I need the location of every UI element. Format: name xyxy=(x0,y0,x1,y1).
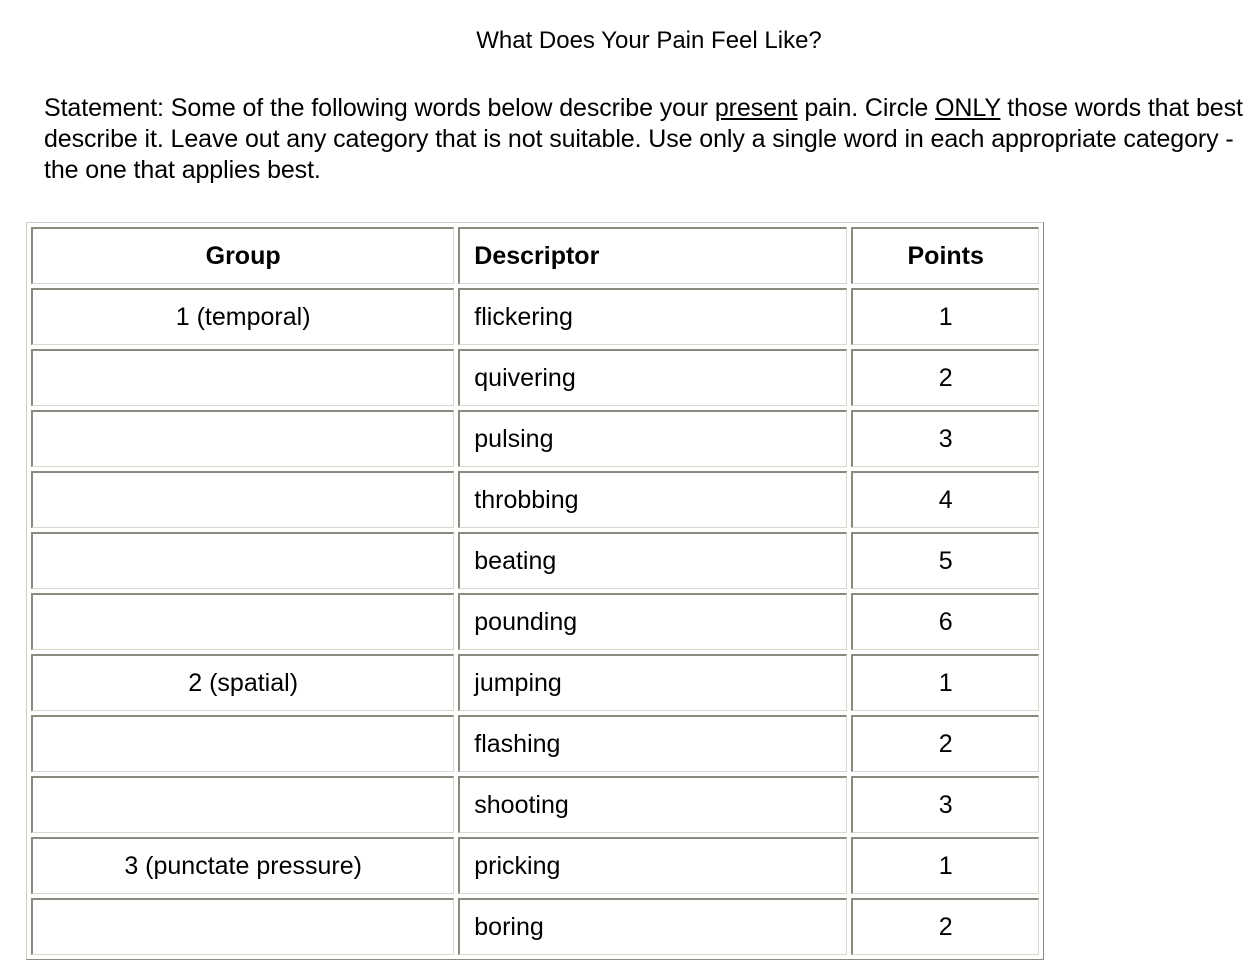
cell-group xyxy=(31,532,454,589)
descriptor-table-frame xyxy=(26,222,1044,960)
cell-descriptor[interactable]: throbbing xyxy=(458,471,847,528)
table-row xyxy=(31,532,1039,589)
table-row xyxy=(31,654,1039,711)
cell-group xyxy=(31,593,454,650)
cell-descriptor[interactable]: pulsing xyxy=(458,410,847,467)
cell-group: 2 (spatial) xyxy=(31,654,454,711)
cell-descriptor[interactable]: pricking xyxy=(458,837,847,894)
cell-points: 6 xyxy=(851,593,1039,650)
statement-text xyxy=(44,93,1244,186)
cell-points: 1 xyxy=(851,288,1039,345)
table-row xyxy=(31,349,1039,406)
descriptor-table xyxy=(27,223,1043,959)
statement-part-2: pain. Circle xyxy=(797,94,936,122)
cell-group xyxy=(31,776,454,833)
cell-group xyxy=(31,715,454,772)
table-body xyxy=(31,288,1039,955)
table-row xyxy=(31,288,1039,345)
cell-points: 2 xyxy=(851,898,1039,955)
table-row xyxy=(31,593,1039,650)
cell-group xyxy=(31,898,454,955)
cell-points: 2 xyxy=(851,715,1039,772)
cell-descriptor[interactable]: shooting xyxy=(458,776,847,833)
statement-present-underlined: present xyxy=(714,94,798,122)
table-row xyxy=(31,715,1039,772)
statement-only-underlined: ONLY xyxy=(935,94,1001,122)
cell-descriptor[interactable]: beating xyxy=(458,532,847,589)
header-points: Points xyxy=(851,227,1039,284)
table-row xyxy=(31,898,1039,955)
statement-part-3: those words that best describe it. Leave out any category that is not suitable. Use only a single word in each appropriate category - the one that applies best. xyxy=(44,94,1243,184)
cell-descriptor[interactable]: flashing xyxy=(458,715,847,772)
table-row xyxy=(31,837,1039,894)
cell-group: 3 (punctate pressure) xyxy=(31,837,454,894)
cell-descriptor[interactable]: quivering xyxy=(458,349,847,406)
header-descriptor: Descriptor xyxy=(458,227,847,284)
cell-descriptor[interactable]: pounding xyxy=(458,593,847,650)
cell-descriptor[interactable]: jumping xyxy=(458,654,847,711)
cell-points: 3 xyxy=(851,410,1039,467)
cell-group xyxy=(31,471,454,528)
table-row xyxy=(31,471,1039,528)
page-title: What Does Your Pain Feel Like? xyxy=(476,27,822,54)
cell-points: 2 xyxy=(851,349,1039,406)
header-group: Group xyxy=(31,227,454,284)
cell-descriptor[interactable]: boring xyxy=(458,898,847,955)
cell-points: 5 xyxy=(851,532,1039,589)
table-row xyxy=(31,410,1039,467)
statement-part-1: Statement: Some of the following words below describe your xyxy=(44,94,715,122)
cell-points: 1 xyxy=(851,654,1039,711)
cell-group: 1 (temporal) xyxy=(31,288,454,345)
cell-group xyxy=(31,349,454,406)
cell-points: 3 xyxy=(851,776,1039,833)
cell-points: 1 xyxy=(851,837,1039,894)
cell-group xyxy=(31,410,454,467)
cell-descriptor[interactable]: flickering xyxy=(458,288,847,345)
table-header-row xyxy=(31,227,1039,284)
cell-points: 4 xyxy=(851,471,1039,528)
table-row xyxy=(31,776,1039,833)
